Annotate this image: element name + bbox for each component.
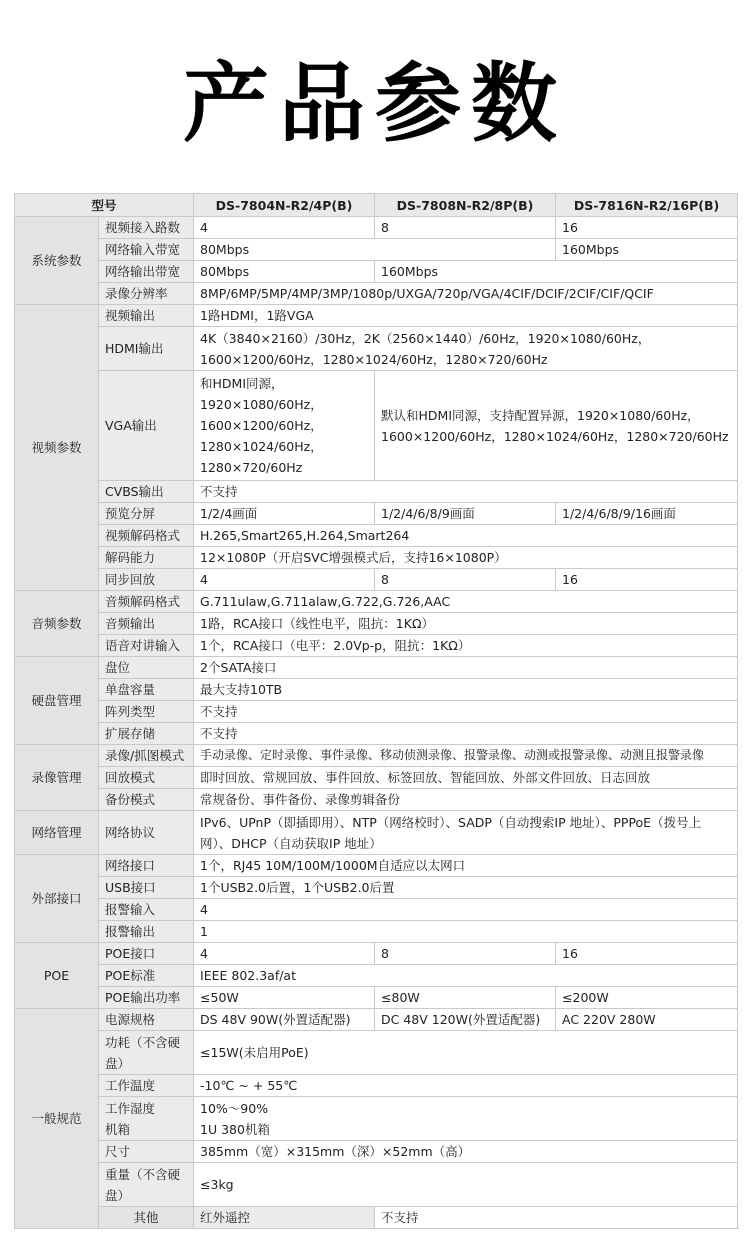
param-value: 常规备份、事件备份、录像剪辑备份 xyxy=(194,789,738,811)
param-label: 音频输出 xyxy=(99,613,194,635)
param-label: 同步回放 xyxy=(99,569,194,591)
table-row xyxy=(15,679,738,701)
table-row xyxy=(15,987,738,1009)
table-row xyxy=(15,239,738,261)
param-value: 385mm（宽）×315mm（深）×52mm（高） xyxy=(194,1141,738,1163)
table-row xyxy=(15,657,738,679)
table-row xyxy=(15,1009,738,1031)
param-label: CVBS输出 xyxy=(99,481,194,503)
param-value: 1个，RJ45 10M/100M/1000M自适应以太网口 xyxy=(194,855,738,877)
table-row xyxy=(15,613,738,635)
param-label: 工作湿度 机箱 xyxy=(99,1097,194,1141)
param-label: 网络协议 xyxy=(99,811,194,855)
param-label: 录像/抓图模式 xyxy=(99,745,194,767)
param-value: AC 220V 280W xyxy=(556,1009,738,1031)
param-label: 功耗（不含硬盘） xyxy=(99,1031,194,1075)
model-label: 型号 xyxy=(15,194,194,217)
param-label: 视频输出 xyxy=(99,305,194,327)
param-value: ≤200W xyxy=(556,987,738,1009)
category-label: 外部接口 xyxy=(15,855,99,943)
category-label: 音频参数 xyxy=(15,591,99,657)
param-value: 16 xyxy=(556,569,738,591)
category-label: 硬盘管理 xyxy=(15,657,99,745)
param-label: POE输出功率 xyxy=(99,987,194,1009)
category-label: 系统参数 xyxy=(15,217,99,305)
param-label: 单盘容量 xyxy=(99,679,194,701)
table-row xyxy=(15,723,738,745)
table-row xyxy=(15,305,738,327)
param-value: 即时回放、常规回放、事件回放、标签回放、智能回放、外部文件回放、日志回放 xyxy=(194,767,738,789)
table-row xyxy=(15,503,738,525)
param-value: 16 xyxy=(556,943,738,965)
param-label: 工作温度 xyxy=(99,1075,194,1097)
param-value: 4K（3840×2160）/30Hz，2K（2560×1440）/60Hz，1920×1080/60Hz，1600×1200/60Hz，1280×1024/60Hz，1280×720/60Hz xyxy=(194,327,738,371)
param-value: ≤15W(未启用PoE) xyxy=(194,1031,738,1075)
model-name: DS-7804N-R2/4P(B) xyxy=(194,194,375,217)
param-label: POE接口 xyxy=(99,943,194,965)
param-value: ≤80W xyxy=(375,987,556,1009)
param-value: 不支持 xyxy=(375,1207,738,1229)
param-value: 160Mbps xyxy=(375,261,738,283)
param-value: 手动录像、定时录像、事件录像、移动侦测录像、报警录像、动测或报警录像、动测且报警录像 xyxy=(194,745,738,767)
table-row xyxy=(15,283,738,305)
category-label: 网络管理 xyxy=(15,811,99,855)
param-value: 4 xyxy=(194,899,738,921)
param-label: VGA输出 xyxy=(99,371,194,481)
param-label: 音频解码格式 xyxy=(99,591,194,613)
param-label: 回放模式 xyxy=(99,767,194,789)
param-value: 80Mbps xyxy=(194,239,556,261)
table-row xyxy=(15,1031,738,1075)
spec-table xyxy=(14,193,738,1229)
param-label: 报警输出 xyxy=(99,921,194,943)
param-value: ≤3kg xyxy=(194,1163,738,1207)
table-row xyxy=(15,965,738,987)
table-row xyxy=(15,1075,738,1097)
param-label: 网络输入带宽 xyxy=(99,239,194,261)
param-label: 扩展存储 xyxy=(99,723,194,745)
param-value: 不支持 xyxy=(194,723,738,745)
table-row xyxy=(15,855,738,877)
model-name: DS-7808N-R2/8P(B) xyxy=(375,194,556,217)
category-label: 其他 xyxy=(99,1207,194,1229)
table-header-row xyxy=(15,194,738,217)
table-row xyxy=(15,701,738,723)
param-label: 网络接口 xyxy=(99,855,194,877)
param-value: H.265,Smart265,H.264,Smart264 xyxy=(194,525,738,547)
table-row xyxy=(15,811,738,855)
param-value: 1 xyxy=(194,921,738,943)
param-value: 12×1080P（开启SVC增强模式后，支持16×1080P） xyxy=(194,547,738,569)
table-row xyxy=(15,371,738,481)
table-row xyxy=(15,217,738,239)
param-value: 和HDMI同源， 1920×1080/60Hz， 1600×1200/60Hz， 1280×1024/60Hz， 1280×720/60Hz xyxy=(194,371,375,481)
param-value: 8 xyxy=(375,943,556,965)
table-row xyxy=(15,1141,738,1163)
param-value: 16 xyxy=(556,217,738,239)
param-value: 1/2/4/6/8/9画面 xyxy=(375,503,556,525)
page-title: 产品参数 xyxy=(183,54,567,154)
param-value: 1路，RCA接口（线性电平，阻抗：1KΩ） xyxy=(194,613,738,635)
param-label: USB接口 xyxy=(99,877,194,899)
param-label: 报警输入 xyxy=(99,899,194,921)
param-label: 备份模式 xyxy=(99,789,194,811)
param-value: 4 xyxy=(194,569,375,591)
param-label: 解码能力 xyxy=(99,547,194,569)
category-label: 视频参数 xyxy=(15,305,99,591)
param-value: 8 xyxy=(375,217,556,239)
param-value: IEEE 802.3af/at xyxy=(194,965,738,987)
param-label: 网络输出带宽 xyxy=(99,261,194,283)
table-row xyxy=(15,1163,738,1207)
param-value: DC 48V 120W(外置适配器) xyxy=(375,1009,556,1031)
param-value: IPv6、UPnP（即插即用）、NTP（网络校时）、SADP（自动搜索IP 地址）、PPPoE（拨号上网）、DHCP（自动获取IP 地址） xyxy=(194,811,738,855)
category-label: 录像管理 xyxy=(15,745,99,811)
param-label: POE标准 xyxy=(99,965,194,987)
table-row xyxy=(15,569,738,591)
param-value: 1/2/4/6/8/9/16画面 xyxy=(556,503,738,525)
param-value: 4 xyxy=(194,943,375,965)
param-label: 视频接入路数 xyxy=(99,217,194,239)
param-value: 8 xyxy=(375,569,556,591)
param-value: 默认和HDMI同源，支持配置异源，1920×1080/60Hz， 1600×1200/60Hz，1280×1024/60Hz，1280×720/60Hz xyxy=(375,371,738,481)
param-label: 盘位 xyxy=(99,657,194,679)
table-row xyxy=(15,327,738,371)
param-value: 最大支持10TB xyxy=(194,679,738,701)
param-label: 语音对讲输入 xyxy=(99,635,194,657)
table-row xyxy=(15,481,738,503)
param-value: 4 xyxy=(194,217,375,239)
param-value: 160Mbps xyxy=(556,239,738,261)
param-label: 重量（不含硬盘） xyxy=(99,1163,194,1207)
param-label: 阵列类型 xyxy=(99,701,194,723)
param-value: 不支持 xyxy=(194,481,738,503)
param-label: 录像分辨率 xyxy=(99,283,194,305)
param-value: 10%～90% 1U 380机箱 xyxy=(194,1097,738,1141)
param-label: 视频解码格式 xyxy=(99,525,194,547)
table-row xyxy=(15,789,738,811)
category-label: 一般规范 xyxy=(15,1009,99,1229)
param-value: G.711ulaw,G.711alaw,G.722,G.726,AAC xyxy=(194,591,738,613)
table-row xyxy=(15,899,738,921)
table-row xyxy=(15,635,738,657)
table-row xyxy=(15,591,738,613)
param-value: 8MP/6MP/5MP/4MP/3MP/1080p/UXGA/720p/VGA/4CIF/DCIF/2CIF/CIF/QCIF xyxy=(194,283,738,305)
param-value: 80Mbps xyxy=(194,261,375,283)
table-row xyxy=(15,921,738,943)
table-row xyxy=(15,547,738,569)
param-value: 2个SATA接口 xyxy=(194,657,738,679)
table-row xyxy=(15,1207,738,1229)
param-value: 1个，RCA接口（电平：2.0Vp-p，阻抗：1KΩ） xyxy=(194,635,738,657)
model-name: DS-7816N-R2/16P(B) xyxy=(556,194,738,217)
param-value: 不支持 xyxy=(194,701,738,723)
table-row xyxy=(15,767,738,789)
table-row xyxy=(15,1097,738,1141)
table-row xyxy=(15,877,738,899)
param-value: ≤50W xyxy=(194,987,375,1009)
param-value: -10℃ ~ + 55℃ xyxy=(194,1075,738,1097)
param-label: HDMI输出 xyxy=(99,327,194,371)
table-row xyxy=(15,943,738,965)
table-row xyxy=(15,261,738,283)
param-value: 1/2/4画面 xyxy=(194,503,375,525)
table-row xyxy=(15,745,738,767)
param-value: 1个USB2.0后置，1个USB2.0后置 xyxy=(194,877,738,899)
category-label: POE xyxy=(15,943,99,1009)
param-label: 预览分屏 xyxy=(99,503,194,525)
param-label: 电源规格 xyxy=(99,1009,194,1031)
table-row xyxy=(15,525,738,547)
param-value: DS 48V 90W(外置适配器) xyxy=(194,1009,375,1031)
param-value: 1路HDMI，1路VGA xyxy=(194,305,738,327)
param-label: 红外遥控 xyxy=(194,1207,375,1229)
param-label: 尺寸 xyxy=(99,1141,194,1163)
